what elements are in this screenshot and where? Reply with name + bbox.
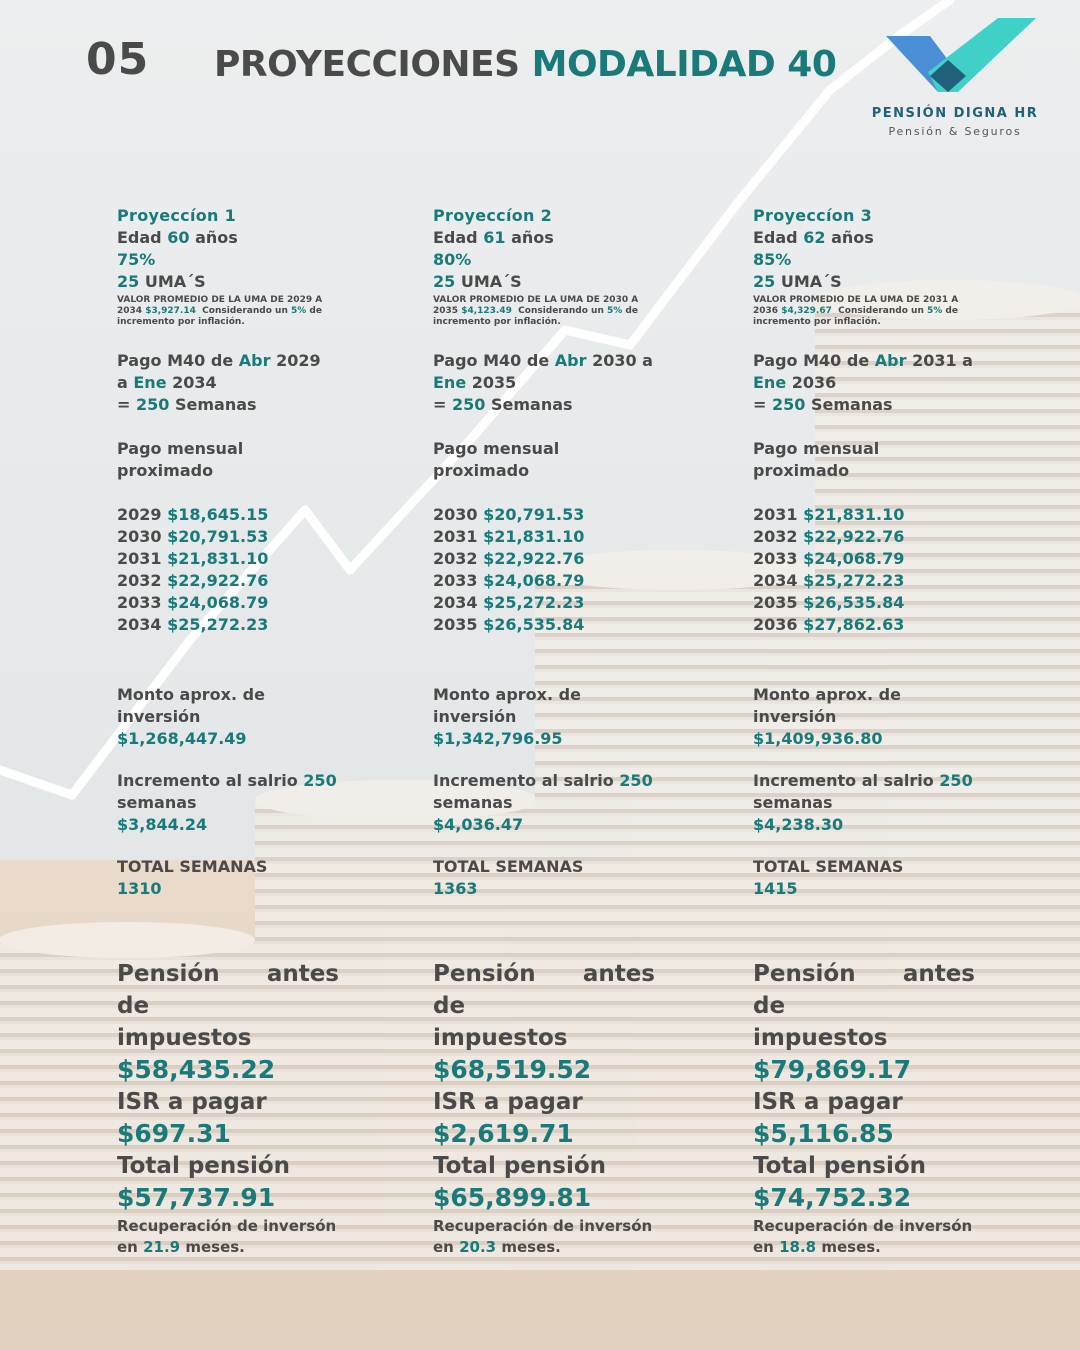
title-part-1: PROYECCIONES (214, 44, 520, 85)
payment-amount: $24,068.79 (167, 593, 269, 612)
payment-amount: $26,535.84 (483, 615, 585, 634)
investment-value: $1,409,936.80 (753, 729, 883, 748)
age-value: 61 (483, 228, 506, 247)
payment-amount: $21,831.10 (483, 527, 585, 546)
monthly-payment-row (433, 526, 688, 548)
isr-label: ISR a pagar (433, 1089, 583, 1115)
projection-title: Proyeccíon 3 (753, 206, 873, 225)
uma-note: VALOR PROMEDIO DE LA UMA DE 2029 A 2034 $3,927.14 Considerando un 5% de incremento por inflación. (117, 295, 323, 327)
monthly-payments-list (117, 504, 372, 636)
payment-amount: $18,645.15 (167, 505, 269, 524)
isr-value: $697.31 (117, 1119, 231, 1148)
payment-amount: $22,922.76 (167, 571, 269, 590)
monthly-payment-row (117, 526, 372, 548)
uma-note: VALOR PROMEDIO DE LA UMA DE 2031 A 2036 $4,329.67 Considerando un 5% de incremento por inflación. (753, 295, 959, 327)
pension-before-tax-value: $79,869.17 (753, 1055, 912, 1084)
isr-value: $5,116.85 (753, 1119, 894, 1148)
isr-label: ISR a pagar (753, 1089, 903, 1115)
uma-line: 25 UMA´S (753, 272, 842, 291)
monthly-payment-row (117, 592, 372, 614)
pension-before-tax-label-2: impuestos (117, 1025, 252, 1051)
uma-line: 25 UMA´S (433, 272, 522, 291)
payment-year: 2032 (433, 549, 478, 568)
payment-year: 2036 (753, 615, 798, 634)
payment-period: Pago M40 de Abr 2031 a (753, 351, 973, 370)
payment-period: Pago M40 de Abr 2030 a (433, 351, 653, 370)
monthly-payment-row (117, 570, 372, 592)
monthly-payment-row (433, 614, 688, 636)
monthly-payment-row (117, 548, 372, 570)
investment-value: $1,342,796.95 (433, 729, 563, 748)
payment-year: 2033 (753, 549, 798, 568)
payment-amount: $20,791.53 (483, 505, 585, 524)
isr-label: ISR a pagar (117, 1089, 267, 1115)
monthly-payment-row (117, 614, 372, 636)
total-pension-value: $74,752.32 (753, 1183, 912, 1212)
monthly-payment-row (433, 504, 688, 526)
monthly-payment-row (433, 548, 688, 570)
payment-period-end: a Ene 2034 (117, 373, 217, 392)
total-pension-value: $65,899.81 (433, 1183, 592, 1212)
pension-before-tax-label: Pensión antes de (753, 961, 975, 1019)
monthly-payment-row (433, 570, 688, 592)
total-weeks-value: 1363 (433, 879, 478, 898)
payment-year: 2034 (117, 615, 162, 634)
weeks-line: = 250 Semanas (433, 395, 573, 414)
brand-logo (860, 14, 1050, 144)
payment-year: 2030 (433, 505, 478, 524)
payment-year: 2030 (117, 527, 162, 546)
pension-before-tax-value: $68,519.52 (433, 1055, 592, 1084)
payment-amount: $25,272.23 (483, 593, 585, 612)
payment-amount: $27,862.63 (803, 615, 905, 634)
percentage-value: 75% (117, 250, 156, 269)
payment-period: Pago M40 de Abr 2029 (117, 351, 321, 370)
payment-amount: $21,831.10 (167, 549, 269, 568)
brand-subtitle: Pensión & Seguros (888, 125, 1022, 138)
monthly-payment-label: Pago mensual proximado (753, 439, 880, 480)
payment-year: 2035 (433, 615, 478, 634)
projection-title: Proyeccíon 1 (117, 206, 237, 225)
payment-year: 2032 (753, 527, 798, 546)
checkmark-logo-icon (878, 14, 1038, 96)
projection-column-2 (433, 205, 688, 1258)
payment-amount: $20,791.53 (167, 527, 269, 546)
age-line: Edad 61 años (433, 228, 554, 247)
uma-line: 25 UMA´S (117, 272, 206, 291)
monthly-payment-row (753, 548, 1008, 570)
total-weeks-value: 1310 (117, 879, 162, 898)
payment-amount: $24,068.79 (803, 549, 905, 568)
recovery-line: Recuperación de inversón en 21.9 meses. (117, 1217, 337, 1256)
pension-before-tax-label-2: impuestos (433, 1025, 568, 1051)
monthly-payments-list (433, 504, 688, 636)
salary-increase-label: Incremento al salrio 250 semanas (117, 771, 337, 812)
total-pension-label: Total pensión (753, 1153, 927, 1179)
payment-year: 2035 (753, 593, 798, 612)
salary-increase-value: $4,036.47 (433, 815, 524, 834)
monthly-payments-list (753, 504, 1008, 636)
monthly-payment-row (117, 504, 372, 526)
age-line: Edad 62 años (753, 228, 874, 247)
payment-amount: $25,272.23 (167, 615, 269, 634)
payment-amount: $21,831.10 (803, 505, 905, 524)
payment-amount: $26,535.84 (803, 593, 905, 612)
page-title (214, 44, 836, 85)
investment-value: $1,268,447.49 (117, 729, 247, 748)
monthly-payment-label: Pago mensual proximado (433, 439, 560, 480)
salary-increase-value: $4,238.30 (753, 815, 844, 834)
salary-increase-label: Incremento al salrio 250 semanas (433, 771, 653, 812)
payment-year: 2034 (433, 593, 478, 612)
isr-value: $2,619.71 (433, 1119, 574, 1148)
pension-before-tax-label: Pensión antes de (117, 961, 339, 1019)
projection-title: Proyeccíon 2 (433, 206, 553, 225)
pension-before-tax-label-2: impuestos (753, 1025, 888, 1051)
weeks-line: = 250 Semanas (117, 395, 257, 414)
payment-amount: $24,068.79 (483, 571, 585, 590)
total-pension-label: Total pensión (433, 1153, 607, 1179)
pension-before-tax-label: Pensión antes de (433, 961, 655, 1019)
page-number: 05 (86, 34, 150, 85)
payment-year: 2032 (117, 571, 162, 590)
payment-amount: $22,922.76 (483, 549, 585, 568)
percentage-value: 80% (433, 250, 472, 269)
percentage-value: 85% (753, 250, 792, 269)
monthly-payment-row (753, 570, 1008, 592)
payment-year: 2029 (117, 505, 162, 524)
age-value: 62 (803, 228, 826, 247)
salary-increase-label: Incremento al salrio 250 semanas (753, 771, 973, 812)
monthly-payment-label: Pago mensual proximado (117, 439, 244, 480)
projection-column-3 (753, 205, 1008, 1258)
monthly-payment-row (753, 526, 1008, 548)
payment-amount: $25,272.23 (803, 571, 905, 590)
salary-increase-value: $3,844.24 (117, 815, 208, 834)
age-value: 60 (167, 228, 190, 247)
monthly-payment-row (433, 592, 688, 614)
monthly-payment-row (753, 614, 1008, 636)
payment-amount: $22,922.76 (803, 527, 905, 546)
total-weeks-label: TOTAL SEMANAS (753, 857, 904, 876)
projection-column-1 (117, 205, 372, 1258)
weeks-line: = 250 Semanas (753, 395, 893, 414)
brand-name: PENSIÓN DIGNA HR (871, 106, 1039, 121)
recovery-line: Recuperación de inversón en 18.8 meses. (753, 1217, 973, 1256)
total-weeks-label: TOTAL SEMANAS (433, 857, 584, 876)
recovery-line: Recuperación de inversón en 20.3 meses. (433, 1217, 653, 1256)
total-weeks-value: 1415 (753, 879, 798, 898)
investment-label: Monto aprox. de inversión (433, 685, 581, 726)
payment-year: 2033 (117, 593, 162, 612)
payment-period-end: Ene 2035 (433, 373, 517, 392)
age-line: Edad 60 años (117, 228, 238, 247)
title-part-2: MODALIDAD 40 (531, 44, 837, 85)
payment-period-end: Ene 2036 (753, 373, 837, 392)
monthly-payment-row (753, 592, 1008, 614)
payment-year: 2031 (753, 505, 798, 524)
uma-note: VALOR PROMEDIO DE LA UMA DE 2030 A 2035 $4,123.49 Considerando un 5% de incremento por inflación. (433, 295, 639, 327)
payment-year: 2031 (433, 527, 478, 546)
investment-label: Monto aprox. de inversión (117, 685, 265, 726)
total-pension-label: Total pensión (117, 1153, 291, 1179)
pension-before-tax-value: $58,435.22 (117, 1055, 276, 1084)
total-weeks-label: TOTAL SEMANAS (117, 857, 268, 876)
payment-year: 2033 (433, 571, 478, 590)
payment-year: 2031 (117, 549, 162, 568)
monthly-payment-row (753, 504, 1008, 526)
investment-label: Monto aprox. de inversión (753, 685, 901, 726)
payment-year: 2034 (753, 571, 798, 590)
total-pension-value: $57,737.91 (117, 1183, 276, 1212)
